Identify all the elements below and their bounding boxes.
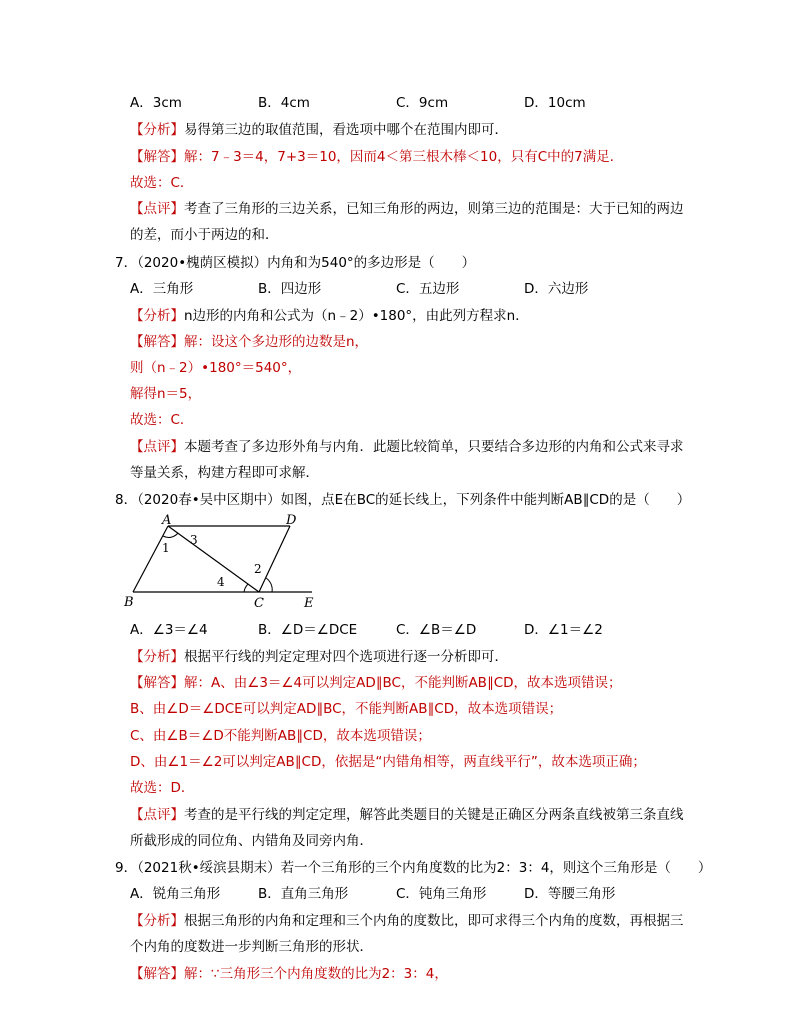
line-a-c (168, 526, 259, 592)
answer-tag: 【解答】 (130, 966, 184, 982)
q8-option-c: C．∠B＝∠D (396, 622, 477, 638)
answer-text: 解：A、由∠3＝∠4可以判定AD∥BC，不能判断AB∥CD，故本选项错误； (184, 675, 622, 691)
q6-analysis (130, 121, 508, 139)
q8-option-b: B．∠D＝∠DCE (258, 622, 358, 638)
q7-choice: 故选：C． (130, 412, 194, 428)
q6-comment-line1 (130, 200, 684, 218)
q9-answer-line1 (130, 965, 448, 983)
analysis-tag: 【分析】 (130, 122, 184, 138)
line-a-b (133, 526, 168, 592)
angle-arc-1 (163, 533, 178, 537)
q8-answer-line1 (130, 674, 622, 692)
q9-option-a: A．锐角三角形 (130, 886, 221, 902)
q8-option-a: A．∠3＝∠4 (130, 622, 208, 638)
analysis-tag: 【分析】 (130, 913, 184, 929)
q8-geometry-figure (120, 512, 320, 612)
answer-text: 解：设这个多边形的边数是n， (184, 334, 369, 350)
q9-stem: 9．（2021秋•绥滨县期末）若一个三角形的三个内角度数的比为2：3：4，则这个三角形是（ ） (115, 860, 712, 876)
q7-stem: 7．（2020•槐荫区模拟）内角和为540°的多边形是（ ） (115, 255, 476, 271)
label-c: C (254, 596, 264, 611)
q7-analysis (130, 307, 529, 325)
answer-tag: 【解答】 (130, 334, 184, 350)
q8-stem: 8．（2020春•吴中区期中）如图，点E在BC的延长线上，下列条件中能判断AB∥CD的是（ ） (115, 492, 691, 508)
q7-option-c: C．五边形 (396, 281, 460, 297)
answer-text: 解：∵三角形三个内角度数的比为2：3：4， (184, 966, 448, 982)
q7-answer-line2: 则（n﹣2）•180°＝540°， (130, 360, 302, 376)
q6-option-c: C．9cm (396, 95, 449, 111)
q8-answer-line2: B、由∠D＝∠DCE可以判定AD∥BC，不能判断AB∥CD，故本选项错误； (130, 701, 563, 717)
angle-arc-4 (244, 584, 248, 592)
label-angle-3: 3 (190, 533, 198, 547)
q8-choice: 故选：D． (130, 780, 195, 796)
analysis-tag: 【分析】 (130, 649, 184, 665)
q8-analysis (130, 648, 508, 666)
q8-option-d: D．∠1＝∠2 (524, 622, 603, 638)
analysis-text: n边形的内角和公式为（n﹣2）•180°，由此列方程求n． (184, 308, 529, 324)
comment-text: 考查了三角形的三边关系，已知三角形的两边，则第三边的范围是：大于已知的两边 (184, 201, 684, 217)
label-angle-4: 4 (217, 575, 225, 589)
q9-analysis-line2: 个内角的度数进一步判断三角形的形状． (130, 939, 373, 955)
q7-option-a: A．三角形 (130, 281, 194, 297)
q6-option-a: A．3cm (130, 95, 182, 111)
analysis-tag: 【分析】 (130, 308, 184, 324)
q6-answer (130, 148, 623, 166)
comment-tag: 【点评】 (130, 439, 184, 455)
q8-answer-line3: C、由∠B＝∠D不能判断AB∥CD，故本选项错误； (130, 728, 431, 744)
comment-text: 考查的是平行线的判定定理，解答此类题目的关键是正确区分两条直线被第三条直线 (184, 807, 684, 823)
q7-comment-line1 (130, 438, 684, 456)
q7-comment-line2: 等量关系，构建方程即可求解． (130, 465, 319, 481)
analysis-text: 根据三角形的内角和定理和三个内角的度数比，即可求得三个内角的度数，再根据三 (184, 913, 684, 929)
q9-option-c: C．钝角三角形 (396, 886, 487, 902)
q7-option-d: D．六边形 (524, 281, 589, 297)
q6-comment-line2: 的差，而小于两边的和． (130, 227, 279, 243)
answer-tag: 【解答】 (130, 675, 184, 691)
label-b: B (124, 595, 134, 610)
q7-answer-line3: 解得n＝5， (130, 386, 202, 402)
q7-answer-line1 (130, 333, 368, 351)
q8-answer-line4: D、由∠1＝∠2可以判定AB∥CD，依据是“内错角相等，两直线平行”，故本选项正确； (130, 754, 646, 770)
label-angle-2: 2 (254, 562, 262, 576)
analysis-text: 根据平行线的判定定理对四个选项进行逐一分析即可． (184, 649, 508, 665)
line-d-c (259, 526, 290, 592)
q7-option-b: B．四边形 (258, 281, 322, 297)
label-e: E (304, 596, 314, 611)
q6-option-d: D．10cm (524, 95, 586, 111)
q9-analysis-line1 (130, 912, 684, 930)
comment-text: 本题考查了多边形外角与内角．此题比较简单，只要结合多边形的内角和公式来寻求 (184, 439, 684, 455)
answer-tag: 【解答】 (130, 149, 184, 165)
q6-choice: 故选：C． (130, 175, 194, 191)
analysis-text: 易得第三边的取值范围，看选项中哪个在范围内即可． (184, 122, 508, 138)
label-a: A (162, 513, 172, 528)
angle-arc-2 (266, 578, 272, 592)
q8-comment-line2: 所截形成的同位角、内错角及同旁内角． (130, 833, 373, 849)
q6-option-b: B．4cm (258, 95, 310, 111)
comment-tag: 【点评】 (130, 201, 184, 217)
comment-tag: 【点评】 (130, 807, 184, 823)
label-d: D (286, 513, 297, 528)
q9-option-d: D．等腰三角形 (524, 886, 616, 902)
answer-text: 解：7﹣3＝4，7+3＝10，因而4＜第三根木棒＜10，只有C中的7满足． (184, 149, 624, 165)
q9-option-b: B．直角三角形 (258, 886, 349, 902)
label-angle-1: 1 (162, 541, 170, 555)
q8-comment-line1 (130, 806, 684, 824)
